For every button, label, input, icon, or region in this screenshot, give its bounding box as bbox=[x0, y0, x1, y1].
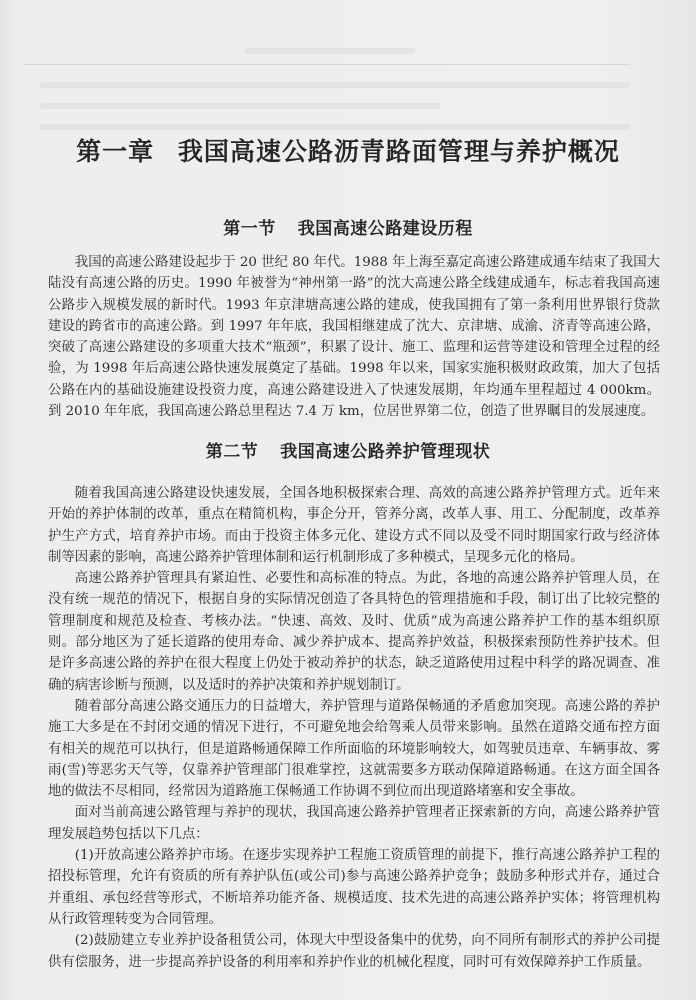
section-1-body bbox=[48, 252, 660, 422]
chapter-title bbox=[0, 132, 696, 168]
section-title-text: 我国高速公路建设历程 bbox=[297, 219, 473, 239]
bleed-through-text bbox=[245, 48, 415, 54]
paragraph: 随着我国高速公路建设快速发展，全国各地积极探索合理、高效的高速公路养护管理方式。近年来开始的养护体制的改革，重点在精简机构，事企分开，管养分离，改革人事、用工、分配制度，改革养护生产方式，培育养护市场。而由于投资主体多元化、建设方式不同以及受不同时期国家行政与经济体制等因素的影响，高速公路养护管理体制和运行机制形成了多种模式，呈现多元化的格局。 bbox=[48, 486, 660, 565]
section-title-text: 我国高速公路养护管理现状 bbox=[280, 442, 491, 462]
paragraph: 随着部分高速公路交通压力的日益增大，养护管理与道路保畅通的矛盾愈加突现。高速公路的养护施工大多是在不封闭交通的情况下进行，不可避免地会给驾乘人员带来影响。虽然在道路交通布控方面有相关的规范可以执行，但是道路畅通保障工作所面临的环境影响较大，如驾驶员违章、车辆事故、雾雨(雪)等恶劣天气等，仅靠养护管理部门很难掌控，这就需要多方联动保障道路畅通。在这方面全国各地的做法不尽相同，经常因为道路施工保畅通工作协调不到位而出现道路堵塞和安全事故。 bbox=[48, 698, 660, 800]
paragraph: 我国的高速公路建设起步于 20 世纪 80 年代。1988 年上海至嘉定高速公路建成通车结束了我国大陆没有高速公路的历史。1990 年被誉为“神州第一路”的沈大高速公路全线建成通车，标志着我国高速公路步入规模发展的新时代。1993 年京津塘高速公路的建成，使我国拥有了第一条利用世界银行贷款建设的跨省市的高速公路。到 1997 年年底，我国相继建成了沈大、京津塘、成渝、济青等高速公路，突破了高速公路建设的多项重大技术“瓶颈”，积累了设计、施工、监理和运营等建设和管理全过程的经验，为 1998 年后高速公路快速发展奠定了基础。1998 年以来，国家实施积极财政政策，加大了包括公路在内的基础设施建设投资力度，高速公路建设进入了快速发展期，年均通车里程超过 4 000km。到 2010 年年底，我国高速公路总里程达 7.4 万 km，位居世界第二位，创造了世界瞩目的发展速度。 bbox=[48, 255, 660, 420]
section-heading-2 bbox=[0, 437, 696, 462]
chapter-title-text: 我国高速公路沥青路面管理与养护概况 bbox=[177, 137, 620, 166]
section-2-body bbox=[48, 483, 660, 973]
section-number: 第一节 bbox=[223, 219, 276, 239]
bleed-through-text bbox=[40, 124, 630, 130]
bleed-through-text bbox=[40, 103, 440, 109]
list-item-2: (2)鼓励建立专业养护设备租赁公司，体现大中型设备集中的优势，向不同所有制形式的养护公司提供有偿服务，进一步提高养护设备的利用率和养护作业的机械化程度，同时可有效保障养护工作质量。 bbox=[48, 933, 660, 970]
section-heading-1 bbox=[0, 214, 696, 239]
list-item-1: (1)开放高速公路养护市场。在逐步实现养护工程施工资质管理的前提下，推行高速公路养护工程的招投标管理，允许有资质的所有养护队伍(或公司)参与高速公路养护竞争；鼓励多种形式并存，通过合并重组、承包经营等形式，不断培养功能齐备、规模适度、技术先进的高速公路养护实体；将管理机构从行政管理转变为合同管理。 bbox=[48, 848, 660, 927]
paragraph: 面对当前高速公路管理与养护的现状，我国高速公路养护管理者正探索新的方向，高速公路养护管理发展趋势包括以下几点： bbox=[48, 805, 660, 842]
bleed-through-text bbox=[40, 82, 630, 88]
paragraph: 高速公路养护管理具有紧迫性、必要性和高标准的特点。为此，各地的高速公路养护管理人员，在没有统一规范的情况下，根据自身的实际情况创造了各具特色的管理措施和手段，制订出了比较完整的管理制度和规范及检查、考核办法。“快速、高效、及时、优质”成为高速公路养护工作的基本组织原则。部分地区为了延长道路的使用寿命、减少养护成本、提高养护效益，积极探索预防性养护技术。但是许多高速公路的养护在很大程度上仍处于被动养护的状态，缺乏道路使用过程中科学的路况调查、准确的病害诊断与预测，以及适时的养护决策和养护规划制订。 bbox=[48, 571, 660, 693]
chapter-number: 第一章 bbox=[76, 137, 155, 166]
section-number: 第二节 bbox=[205, 442, 259, 462]
bleed-through-header-rule bbox=[25, 64, 630, 65]
